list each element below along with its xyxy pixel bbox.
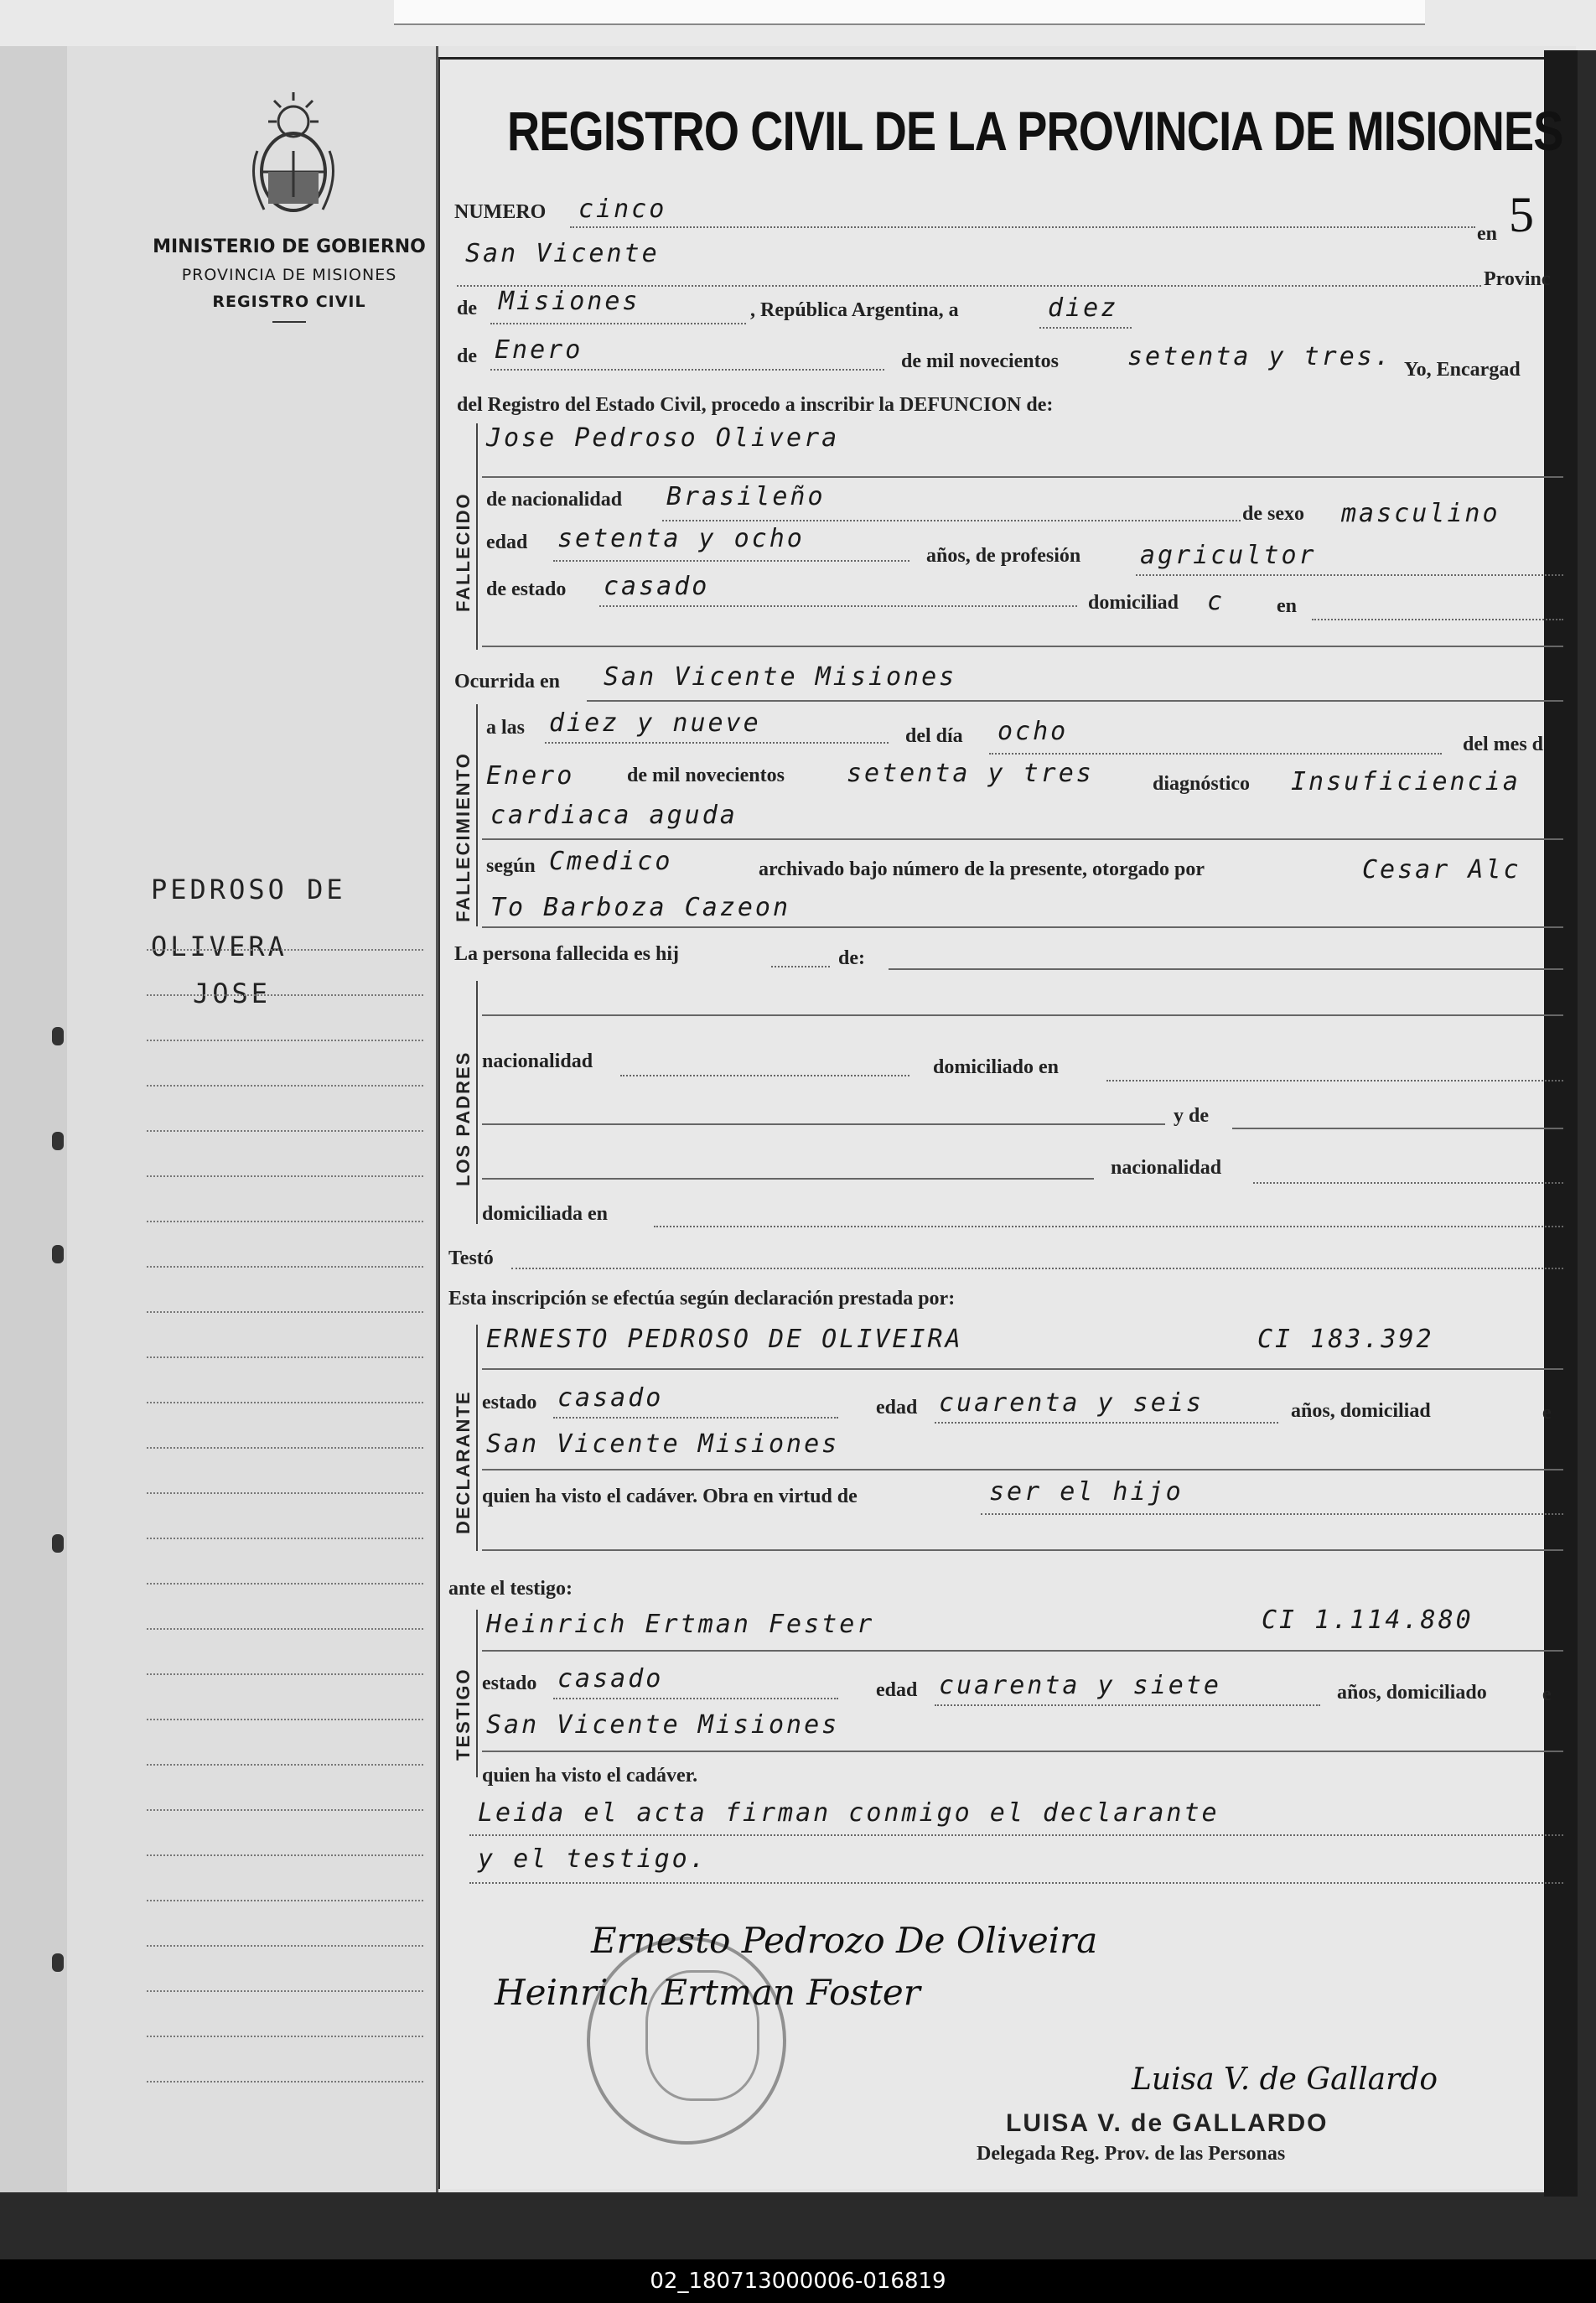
dotted-line — [620, 1075, 909, 1076]
argentina-coat-of-arms-icon — [247, 92, 339, 218]
book-spine — [0, 46, 69, 2192]
value-nacionalidad: Brasileño — [666, 482, 826, 511]
label-estado2: estado — [482, 1392, 537, 1413]
section-bracket — [476, 423, 478, 650]
rule-line — [482, 1549, 1563, 1551]
side-tag-declarante: DECLARANTE — [453, 1390, 474, 1534]
label-anos-domiciliado2: años, domiciliado — [1337, 1682, 1487, 1704]
label-sexo: de sexo — [1242, 503, 1304, 525]
label-del-dia: del día — [905, 725, 963, 747]
value-cierre2: y el testigo. — [478, 1844, 707, 1874]
dotted-line — [654, 1226, 1563, 1227]
value-profesion: agricultor — [1140, 541, 1317, 570]
dotted-line — [935, 1704, 1320, 1706]
label-diagnostico: diagnóstico — [1153, 773, 1251, 795]
label-domiciliada-en: domiciliada en — [482, 1203, 609, 1225]
ministry-header — [134, 236, 444, 323]
value-decl-estado: casado — [557, 1383, 664, 1413]
label-segun: según — [486, 855, 536, 877]
value-testigo-ci: CI 1.114.880 — [1262, 1605, 1474, 1635]
value-page-number: 5 — [1509, 187, 1534, 242]
label-hija-de: La persona fallecida es hij — [454, 943, 679, 965]
label-domiciliado-en: domiciliado en — [933, 1056, 1060, 1078]
value-decl-edad: cuarenta y seis — [939, 1388, 1204, 1418]
label-yo: Yo, Encargad — [1404, 359, 1521, 381]
label-y-de: y de — [1174, 1105, 1209, 1127]
binding-hole — [52, 1245, 64, 1263]
value-diagnostico1: Insuficiencia — [1291, 767, 1521, 796]
binding-hole — [52, 1534, 64, 1553]
value-anio: setenta y tres. — [1127, 342, 1392, 371]
value-dia-muerte: ocho — [998, 717, 1069, 746]
signature-testigo: Heinrich Ertman Foster — [495, 1972, 920, 2013]
value-declarante-ci: CI 183.392 — [1257, 1325, 1434, 1354]
binding-hole — [52, 1132, 64, 1150]
value-nombre: Jose Pedroso Olivera — [486, 423, 840, 453]
side-tag-fallecimiento: FALLECIMIENTO — [453, 752, 474, 922]
rule-line — [482, 476, 1563, 478]
ministry-name: MINISTERIO DE GOBIERNO — [153, 236, 426, 257]
margin-ruled-lines — [147, 905, 423, 2083]
rule-line — [482, 1650, 1563, 1652]
dotted-line — [490, 369, 884, 371]
label-republica: , República Argentina, a — [750, 299, 959, 321]
value-dia: diez — [1048, 293, 1119, 323]
label-edad2: edad — [876, 1397, 918, 1419]
rule-line — [482, 1014, 1563, 1016]
dotted-line — [553, 1417, 838, 1419]
label-nacionalidad: de nacionalidad — [486, 489, 623, 511]
binding-hole — [52, 1953, 64, 1972]
value-test-edad: cuarenta y siete — [939, 1671, 1221, 1700]
label-anos-domiciliado: años, domiciliad — [1291, 1400, 1431, 1422]
label-quien-visto: quien ha visto el cadáver. Obra en virtud de — [482, 1486, 858, 1507]
dotted-line — [981, 1513, 1563, 1515]
divider — [272, 321, 306, 323]
label-numero: NUMERO — [454, 201, 547, 223]
label-de3: de: — [838, 947, 865, 969]
registry-name: REGISTRO CIVIL — [212, 293, 366, 311]
dotted-line — [553, 1698, 838, 1699]
label-provincia: Provinc — [1484, 268, 1551, 290]
official-name: LUISA V. de GALLARDO — [1006, 2109, 1329, 2137]
dotted-line — [599, 605, 1077, 607]
label-e: e — [1542, 1402, 1552, 1424]
rule-line — [482, 1368, 1563, 1370]
dotted-line — [570, 226, 1475, 228]
side-tag-padres: LOS PADRES — [453, 1050, 474, 1186]
side-tag-fallecido: FALLECIDO — [453, 492, 474, 612]
dotted-line — [1253, 1182, 1563, 1184]
label-de-mil2: de mil novecientos — [627, 765, 785, 786]
value-domicilio: c — [1207, 587, 1226, 616]
dotted-line — [553, 560, 909, 562]
dotted-line — [662, 520, 1241, 521]
value-numero: cinco — [578, 195, 667, 224]
label-testo: Testó — [448, 1247, 494, 1269]
rule-line — [482, 1123, 1165, 1125]
rule-line — [1232, 1128, 1563, 1129]
page-edge — [1544, 50, 1578, 2197]
label-domiciliado: domiciliad — [1088, 592, 1179, 614]
label-a-las: a las — [486, 717, 526, 739]
label-en: en — [1477, 223, 1497, 245]
label-archivado: archivado bajo número de la presente, otorgado por — [759, 858, 1205, 880]
rule-line — [482, 646, 1563, 647]
dotted-line — [469, 1882, 1563, 1884]
value-testigo: Heinrich Ertman Fester — [486, 1610, 875, 1639]
margin-note-surname: PEDROSO DE — [151, 874, 346, 905]
value-anio-muerte: setenta y tres — [847, 759, 1094, 788]
section-bracket — [476, 981, 478, 1224]
value-certificado: Cmedico — [549, 847, 673, 876]
label-ante-testigo: ante el testigo: — [448, 1578, 573, 1600]
value-diagnostico2: cardiaca aguda — [490, 801, 738, 830]
dotted-line — [490, 323, 746, 324]
label-nacionalidad2: nacionalidad — [482, 1050, 593, 1072]
value-declarante: ERNESTO PEDROSO DE OLIVEIRA — [486, 1325, 963, 1354]
rule-line — [587, 700, 1563, 702]
value-hora: diez y nueve — [549, 708, 761, 738]
dotted-line — [1039, 327, 1132, 329]
label-quien-visto2: quien ha visto el cadáver. — [482, 1765, 698, 1787]
side-tag-testigo: TESTIGO — [453, 1668, 474, 1761]
label-esta-inscripcion: Esta inscripción se efectúa según declaración prestada por: — [448, 1288, 956, 1310]
label-anos-profesion: años, de profesión — [926, 545, 1081, 567]
label-nacionalidad3: nacionalidad — [1111, 1157, 1222, 1179]
label-del-registro: del Registro del Estado Civil, procedo a inscribir la DEFUNCION de: — [457, 394, 1054, 416]
margin-note-given-name: JOSE — [193, 978, 272, 1009]
value-ciudad: San Vicente — [465, 239, 660, 268]
signature-official: Luisa V. de Gallardo — [1132, 2062, 1438, 2097]
binding-hole — [52, 1027, 64, 1045]
dotted-line — [545, 742, 889, 744]
label-de-mil: de mil novecientos — [901, 350, 1059, 372]
value-medico1: Cesar Alc — [1362, 855, 1521, 884]
value-provincia: Misiones — [499, 287, 640, 316]
label-del-mes: del mes d — [1463, 734, 1543, 755]
label-e2: e — [1542, 1683, 1552, 1705]
value-test-estado: casado — [557, 1664, 664, 1694]
signature-declarante: Ernesto Pedrozo De Oliveira — [591, 1920, 1098, 1961]
dotted-line — [511, 1268, 1563, 1269]
value-sexo: masculino — [1341, 499, 1500, 528]
rule-line — [889, 968, 1563, 970]
value-lugar: San Vicente Misiones — [604, 662, 957, 692]
rule-line — [482, 1178, 1094, 1180]
dotted-line — [771, 966, 830, 967]
dotted-line — [1136, 574, 1563, 576]
section-bracket — [476, 704, 478, 926]
label-ocurrida: Ocurrida en — [454, 671, 560, 692]
label-estado3: estado — [482, 1673, 537, 1694]
page-title: REGISTRO CIVIL DE LA PROVINCIA DE MISIONES — [507, 100, 1563, 162]
section-bracket — [476, 1610, 478, 1777]
dotted-line — [935, 1422, 1278, 1424]
value-decl-domicilio: San Vicente Misiones — [486, 1429, 840, 1459]
dotted-line — [469, 1834, 1563, 1836]
value-estado: casado — [604, 572, 710, 601]
section-bracket — [476, 1325, 478, 1551]
top-strip — [0, 0, 1596, 50]
label-de2: de — [457, 345, 477, 367]
previous-page-edge — [394, 0, 1425, 25]
file-id-bar: 02_180713000006-016819 — [0, 2259, 1596, 2303]
value-medico2: To Barboza Cazeon — [490, 893, 791, 922]
dotted-line — [1106, 1080, 1563, 1081]
value-edad: setenta y ocho — [557, 524, 805, 553]
label-edad: edad — [486, 532, 528, 553]
value-decl-virtud: ser el hijo — [989, 1477, 1184, 1507]
value-mes: Enero — [495, 335, 583, 365]
dotted-line — [1312, 619, 1563, 620]
margin-note-surname2: OLIVERA — [151, 931, 288, 962]
dotted-line — [989, 753, 1442, 755]
rule-line — [482, 1469, 1563, 1470]
rule-line — [482, 838, 1563, 840]
value-test-domicilio: San Vicente Misiones — [486, 1710, 840, 1740]
label-estado: de estado — [486, 578, 567, 600]
official-role: Delegada Reg. Prov. de las Personas — [977, 2143, 1286, 2165]
province-name: PROVINCIA DE MISIONES — [181, 266, 397, 284]
label-de: de — [457, 298, 477, 319]
rule-line — [482, 926, 1563, 928]
rule-line — [482, 1751, 1563, 1752]
value-cierre1: Leida el acta firman conmigo el declarante — [478, 1798, 1220, 1828]
label-en2: en — [1277, 595, 1297, 617]
label-edad3: edad — [876, 1679, 918, 1701]
value-mes-muerte: Enero — [486, 761, 575, 791]
